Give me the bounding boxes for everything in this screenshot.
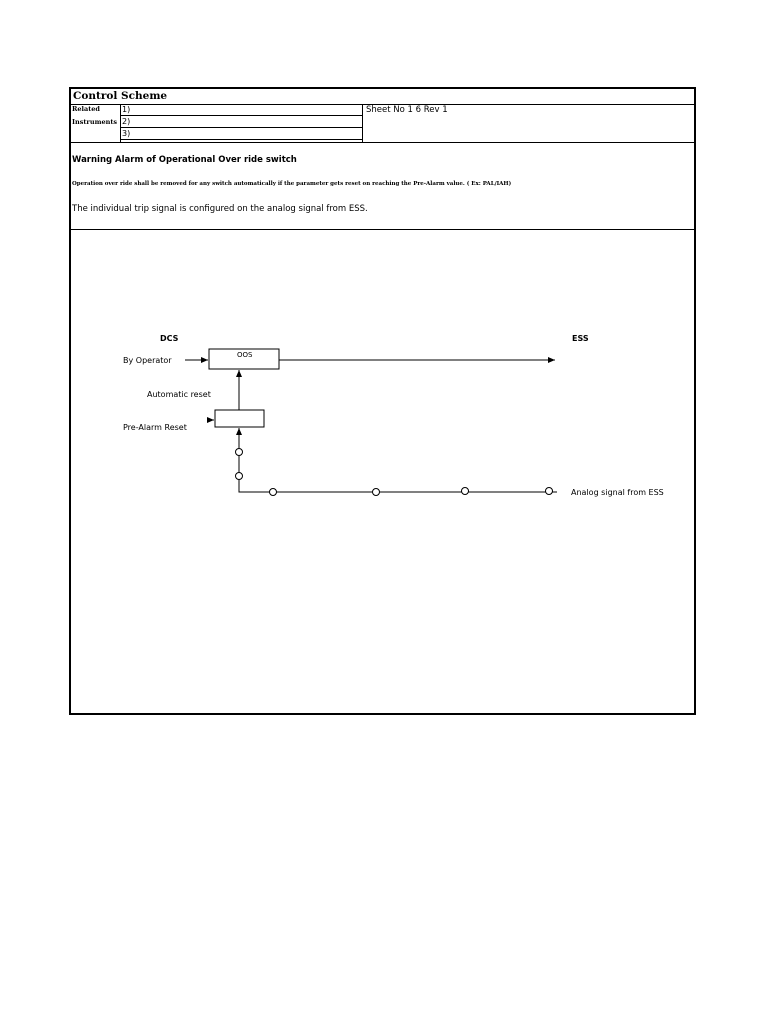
instrument-row-3: 3) [121, 128, 362, 140]
instruments-block [71, 104, 694, 143]
dcs-label: DCS [160, 334, 179, 343]
description-note: Operation over ride shall be removed for any switch automatically if the parameter gets reset on reaching the Pre-Alarm value. ( Ex: PAL/IAH) [72, 181, 512, 187]
analog-signal-path [239, 428, 557, 492]
related-label: Related [72, 105, 100, 113]
description-line: The individual trip signal is configured on the analog signal from ESS. [72, 204, 368, 214]
connector-circle [236, 449, 243, 456]
description-block [71, 142, 694, 230]
sheet-info-divider [362, 104, 363, 142]
instrument-row-1: 1) [121, 104, 362, 116]
connector-circle [462, 488, 469, 495]
ess-label: ESS [572, 334, 589, 343]
control-diagram [71, 230, 694, 713]
instruments-label: Instruments [72, 118, 117, 126]
automatic-reset-label: Automatic reset [147, 390, 211, 399]
analog-signal-label: Analog signal from ESS [571, 488, 664, 497]
title-row [71, 89, 694, 105]
sheet-title: Control Scheme [73, 90, 168, 102]
connector-circle [270, 489, 277, 496]
instrument-row-2: 2) [121, 116, 362, 128]
description-heading: Warning Alarm of Operational Over ride switch [72, 155, 297, 165]
connector-circle [373, 489, 380, 496]
pre-alarm-reset-label: Pre-Alarm Reset [123, 423, 187, 432]
oos-label: OOS [237, 351, 253, 359]
control-scheme-sheet [69, 87, 696, 715]
sheet-number-revision: Sheet No 1 6 Rev 1 [366, 105, 448, 115]
connector-circle [546, 488, 553, 495]
by-operator-label: By Operator [123, 356, 172, 365]
pre-alarm-reset-box [215, 410, 264, 427]
connector-circle [236, 473, 243, 480]
